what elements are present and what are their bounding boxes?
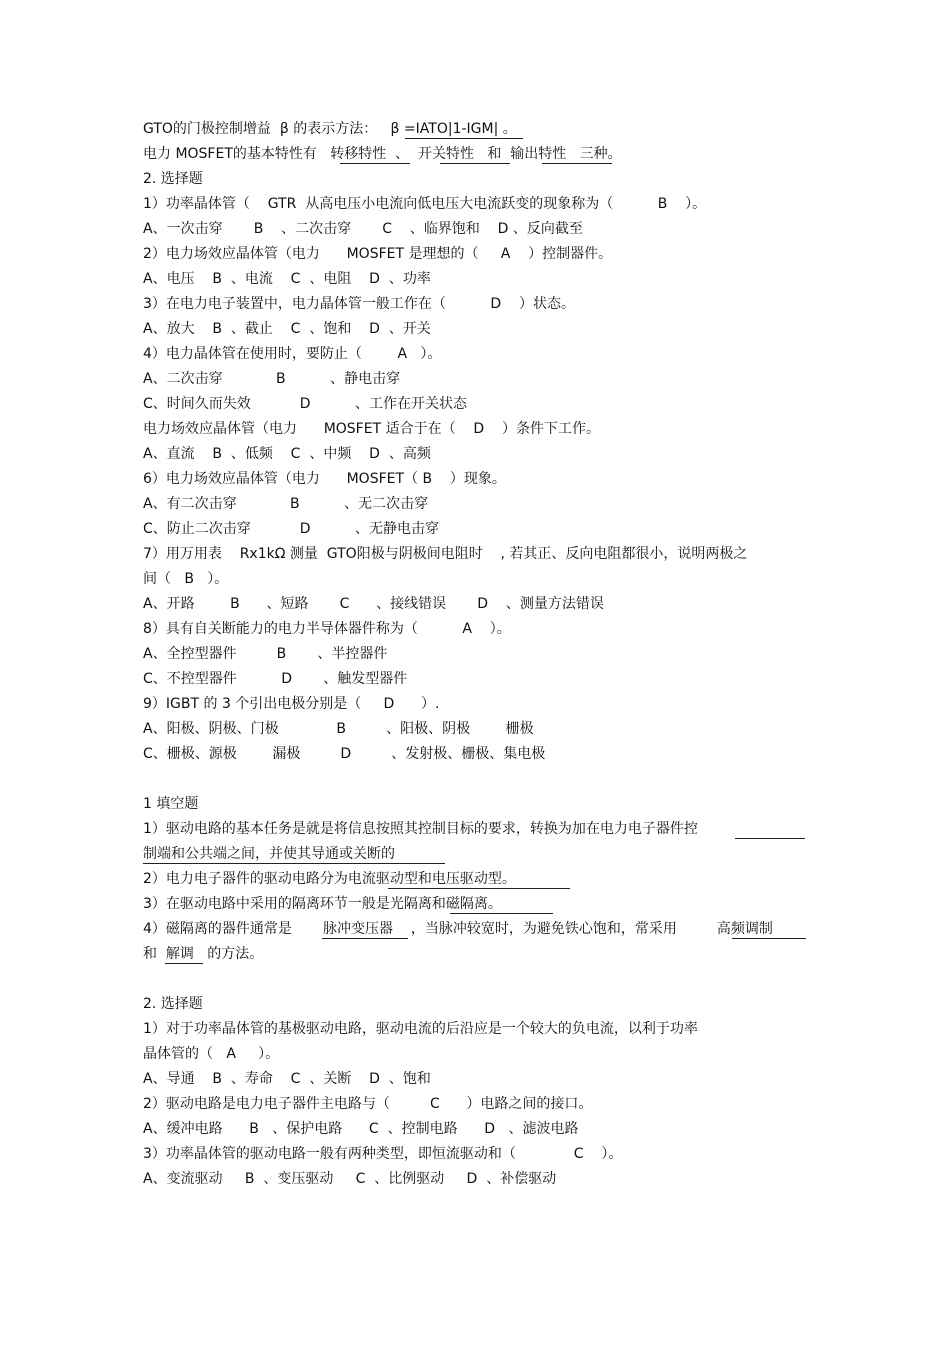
question-8: 8）具有自关断能力的电力半导体器件称为（ A ）。 (143, 621, 511, 637)
options-4a: A、二次击穿 B 、静电击穿 (143, 371, 401, 387)
choice2-options-1: A、导通 B 、寿命 C 、关断 D 、饱和 (143, 1071, 431, 1087)
choice2-question-1-cont: 晶体管的（ A ）。 (143, 1046, 280, 1062)
question-9: 9）IGBT 的 3 个引出电极分别是（ D ）. (143, 696, 440, 712)
choice2-question-2: 2）驱动电路是电力电子器件主电路与（ C ）电路之间的接口。 (143, 1096, 593, 1112)
answer-underline (735, 838, 805, 839)
fill-4: 4）磁隔离的器件通常是 脉冲变压器 ，当脉冲较宽时，为避免铁心饱和，常采用 高频调制 (143, 921, 773, 937)
question-2: 2）电力场效应晶体管（电力 MOSFET 是理想的（ A ）控制器件。 (143, 246, 613, 262)
question-7: 7）用万用表 Rx1kΩ 测量 GTO阳极与阴极间电阻时 , 若其正、反向电阻都很小，说明两极之 (143, 546, 748, 562)
options-8b: C、不控型器件 D 、触发型器件 (143, 671, 408, 687)
fill-1: 1）驱动电路的基本任务是就是将信息按照其控制目标的要求，转换为加在电力电子器件控 (143, 821, 698, 837)
answer-underline (322, 938, 408, 939)
choice2-question-3: 3）功率晶体管的驱动电路一般有两种类型，即恒流驱动和（ C ）。 (143, 1146, 623, 1162)
question-3: 3）在电力电子装置中，电力晶体管一般工作在（ D ）状态。 (143, 296, 575, 312)
options-4b: C、时间久而失效 D 、工作在开关状态 (143, 396, 468, 412)
choice2-question-1: 1）对于功率晶体管的基极驱动电路，驱动电流的后沿应是一个较大的负电流，以利于功率 (143, 1021, 698, 1037)
question-1: 1）功率晶体管（ GTR 从高电压小电流向低电压大电流跃变的现象称为（ B ）。 (143, 196, 707, 212)
answer-underline (450, 913, 553, 914)
fill-3: 3）在驱动电路中采用的隔离环节一般是光隔离和磁隔离。 (143, 896, 502, 912)
question-5: 电力场效应晶体管（电力 MOSFET 适合于在（ D ）条件下工作。 (143, 421, 600, 437)
answer-underline (405, 138, 523, 139)
section-choice-heading-2: 2. 选择题 (143, 996, 203, 1012)
options-2: A、电压 B 、电流 C 、电阻 D 、功率 (143, 271, 431, 287)
options-8a: A、全控型器件 B 、半控器件 (143, 646, 388, 662)
question-4: 4）电力晶体管在使用时，要防止（ A ）。 (143, 346, 442, 362)
options-6b: C、防止二次击穿 D 、无静电击穿 (143, 521, 440, 537)
fill-2: 2）电力电子器件的驱动电路分为电流驱动型和电压驱动型。 (143, 871, 516, 887)
fill-4-cont: 和 解调 的方法。 (143, 946, 264, 962)
answer-underline (388, 888, 570, 889)
options-9b: C、栅极、源极 漏极 D 、发射极、栅极、集电极 (143, 746, 546, 762)
choice2-options-3: A、变流驱动 B 、变压驱动 C 、比例驱动 D 、补偿驱动 (143, 1171, 557, 1187)
answer-underline (732, 938, 806, 939)
question-7-cont: 间（ B ）。 (143, 571, 229, 587)
line-mosfet-characteristics: 电力 MOSFET的基本特性有 转移特性 、 开关特性 和 输出特性 三种。 (143, 146, 622, 162)
choice2-options-2: A、缓冲电路 B 、保护电路 C 、控制电路 D 、滤波电路 (143, 1121, 579, 1137)
options-3: A、放大 B 、截止 C 、饱和 D 、开关 (143, 321, 431, 337)
options-7: A、开路 B 、短路 C 、接线错误 D 、测量方法错误 (143, 596, 604, 612)
answer-underline (165, 963, 203, 964)
question-6: 6）电力场效应晶体管（电力 MOSFET（ B ）现象。 (143, 471, 506, 487)
answer-underline (542, 163, 612, 164)
answer-underline (340, 163, 410, 164)
fill-1-cont: 制端和公共端之间，并使其导通或关断的 (143, 846, 395, 862)
options-1: A、一次击穿 B 、二次击穿 C 、临界饱和 D 、反向截至 (143, 221, 583, 237)
answer-underline (143, 863, 445, 864)
section-choice-heading: 2. 选择题 (143, 171, 203, 187)
options-5: A、直流 B 、低频 C 、中频 D 、高频 (143, 446, 431, 462)
answer-underline (440, 163, 510, 164)
line-gto-gain: GTO的门极控制增益 β 的表示方法： β =IATO|1-IGM| 。 (143, 121, 517, 137)
section-fill-heading: 1 填空题 (143, 796, 199, 812)
options-9a: A、阳极、阴极、门极 B 、阳极、阴极 栅极 (143, 721, 534, 737)
options-6a: A、有二次击穿 B 、无二次击穿 (143, 496, 429, 512)
